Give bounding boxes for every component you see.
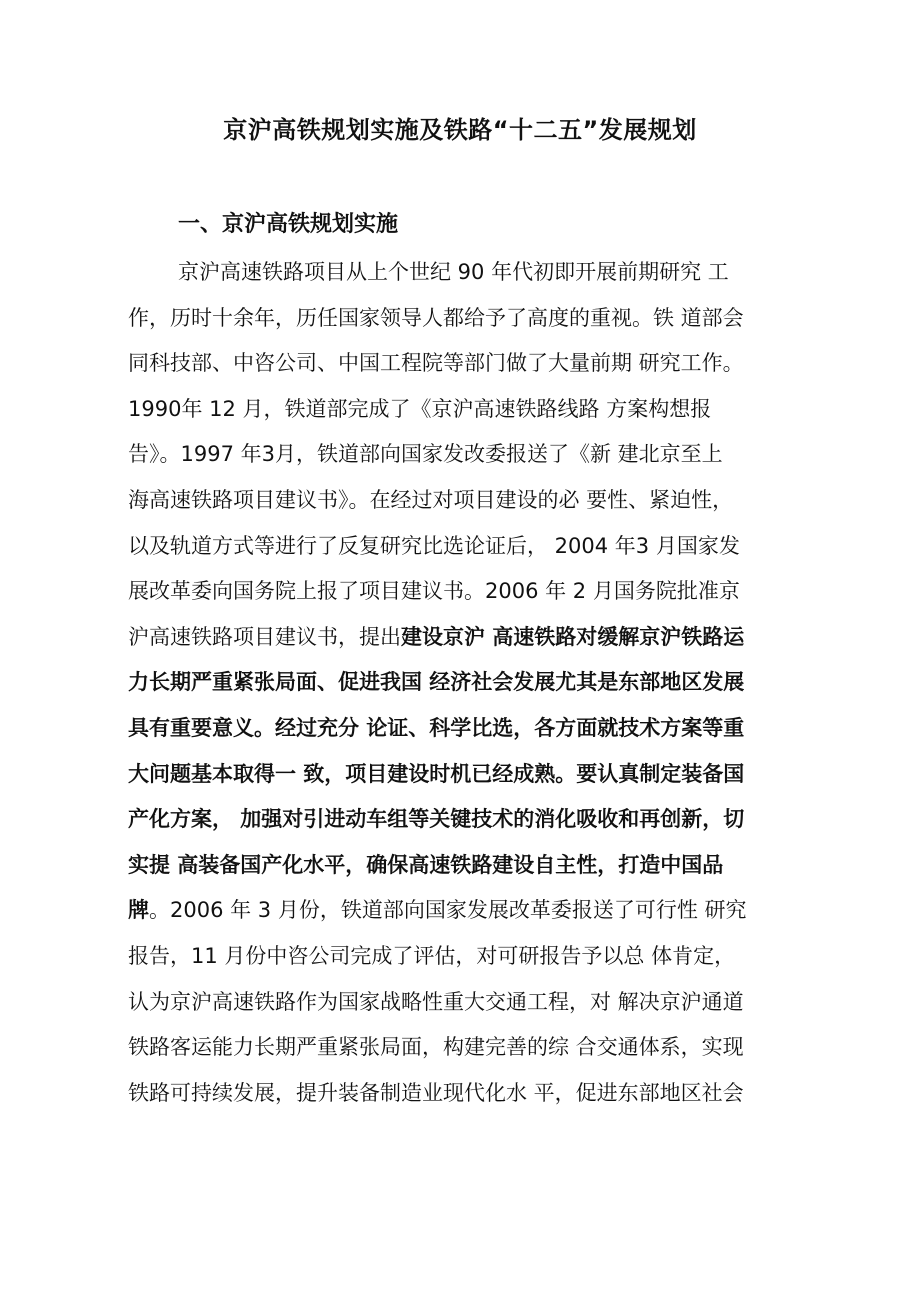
text-line: 认为京沪高速铁路作为国家战略性重大交通工程，对 解决京沪通道 bbox=[128, 989, 744, 1014]
document-title: 京沪高铁规划实施及铁路“十二五”发展规划 bbox=[223, 116, 697, 144]
text-line-bold: 大问题基本取得一 致，项目建设时机已经成熟。要认真制定装备国 bbox=[128, 761, 745, 786]
text-line-bold: 产化方案， 加强对引进动车组等关键技术的消化吸收和再创新，切 bbox=[128, 807, 745, 832]
bold-text: 牌 bbox=[128, 898, 149, 923]
text-line: 海高速铁路项目建议书》。在经过对项目建设的必 要性、紧迫性， bbox=[128, 487, 734, 512]
text-line: 1990年 12 月，铁道部完成了《京沪高速铁路线路 方案构想报 bbox=[128, 396, 712, 421]
text-line-bold: 力长期严重紧张局面、促进我国 经济社会发展尤其是东部地区发展 bbox=[128, 670, 745, 695]
text-line-bold: 实提 高装备国产化水平，确保高速铁路建设自主性，打造中国品 bbox=[128, 852, 724, 877]
text-line-bold: 具有重要意义。经过充分 论证、科学比选，各方面就技术方案等重 bbox=[128, 715, 745, 740]
text-line: 铁路客运能力长期严重紧张局面，构建完善的综 合交通体系，实现 bbox=[128, 1035, 744, 1060]
text-line: 沪高速铁路项目建议书，提出建设京沪 高速铁路对缓解京沪铁路运 bbox=[128, 624, 745, 649]
text-line: 牌。2006 年 3 月份，铁道部向国家发展改革委报送了可行性 研究 bbox=[128, 898, 747, 923]
section-heading: 一、京沪高铁规划实施 bbox=[178, 212, 399, 237]
text-line: 展改革委向国务院上报了项目建议书。2006 年 2 月国务院批准京 bbox=[128, 579, 740, 604]
bold-text: 建设京沪 高速铁路对缓解京沪铁路运 bbox=[401, 624, 745, 649]
text-line: 作，历时十余年，历任国家领导人都给予了高度的重视。铁 道部会 bbox=[128, 305, 744, 330]
text-line: 以及轨道方式等进行了反复研究比选论证后， 2004 年3 月国家发 bbox=[128, 533, 740, 558]
text-line: 告》。1997 年3月，铁道部向国家发改委报送了《新 建北京至上 bbox=[128, 442, 723, 467]
text-line: 报告，11 月份中咨公司完成了评估，对可研报告予以总 体肯定， bbox=[128, 943, 736, 968]
text-line: 铁路可持续发展，提升装备制造业现代化水 平，促进东部地区社会 bbox=[128, 1080, 744, 1105]
text-line: 京沪高速铁路项目从上个世纪 90 年代初即开展前期研究 工 bbox=[178, 260, 729, 284]
body-paragraph bbox=[128, 250, 818, 1116]
text-line: 同科技部、中咨公司、中国工程院等部门做了大量前期 研究工作。 bbox=[128, 351, 744, 376]
